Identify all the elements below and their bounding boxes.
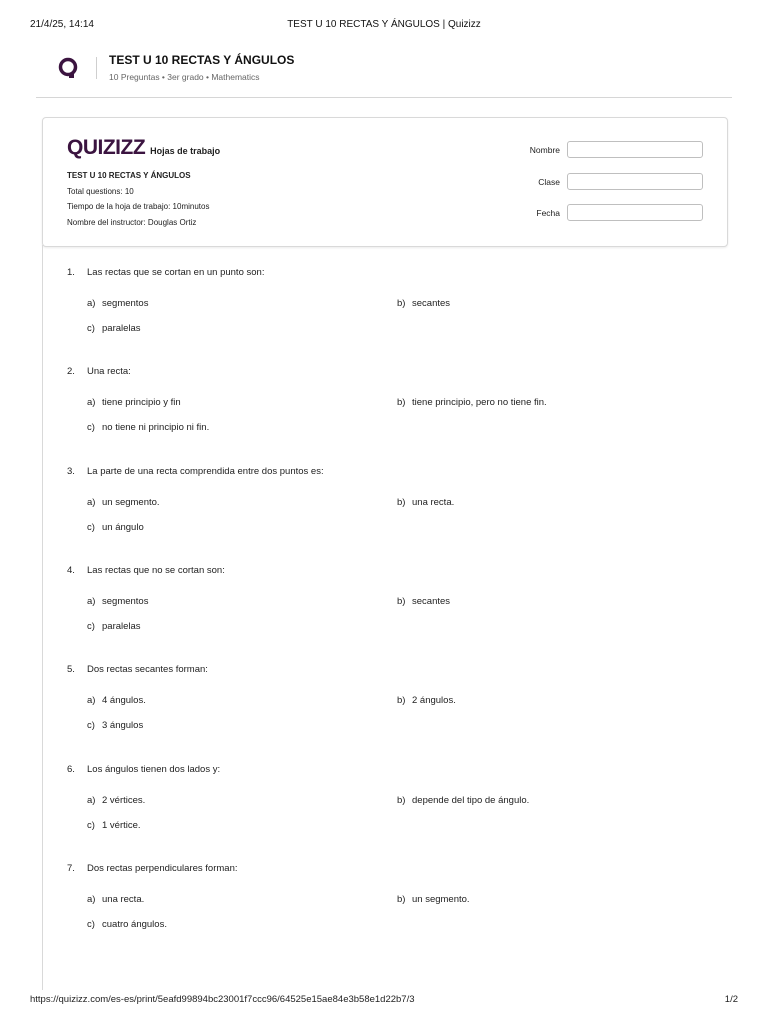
print-date: 21/4/25, 14:14 xyxy=(30,19,94,30)
option-letter: b) xyxy=(397,795,406,806)
print-title: TEST U 10 RECTAS Y ÁNGULOS | Quizizz xyxy=(287,19,481,30)
option-b xyxy=(397,397,547,408)
question-number: 1. xyxy=(67,267,75,278)
option-text: secantes xyxy=(412,596,451,607)
worksheet-meta xyxy=(67,168,209,230)
option-letter: c) xyxy=(87,720,95,731)
option-letter: b) xyxy=(397,894,406,905)
question-text: Una recta: xyxy=(87,366,131,377)
option-letter: c) xyxy=(87,422,95,433)
page-subtitle: 10 Preguntas • 3er grado • Mathematics xyxy=(109,72,260,82)
question-1 xyxy=(67,267,264,278)
option-letter: c) xyxy=(87,621,95,632)
option-text: tiene principio, pero no tiene fin. xyxy=(412,397,547,408)
option-c xyxy=(87,422,209,433)
option-letter: a) xyxy=(87,298,96,309)
option-c xyxy=(87,522,144,533)
option-letter: c) xyxy=(87,919,95,930)
option-text: segmentos xyxy=(102,596,149,607)
class-label: Clase xyxy=(538,176,560,187)
header-divider xyxy=(96,57,97,79)
name-input[interactable] xyxy=(567,141,703,158)
option-text: secantes xyxy=(412,298,451,309)
option-text: paralelas xyxy=(102,621,141,632)
option-text: tiene principio y fin xyxy=(102,397,181,408)
worksheet-info-card xyxy=(42,117,728,247)
question-7 xyxy=(67,863,238,874)
option-text: depende del tipo de ángulo. xyxy=(412,795,530,806)
option-text: una recta. xyxy=(102,894,145,905)
question-6 xyxy=(67,764,220,775)
brand xyxy=(67,136,220,160)
question-4 xyxy=(67,565,225,576)
question-3 xyxy=(67,466,324,477)
option-b xyxy=(397,596,450,607)
question-2 xyxy=(67,366,131,377)
question-text: Dos rectas perpendiculares forman: xyxy=(87,863,238,874)
option-a xyxy=(87,397,181,408)
date-field xyxy=(536,204,703,221)
option-letter: c) xyxy=(87,522,95,533)
option-text: un segmento. xyxy=(412,894,470,905)
option-letter: c) xyxy=(87,323,95,334)
footer-url: https://quizizz.com/es-es/print/5eafd99894bc23001f7ccc96/64525e15ae84e3b58e1d22b7/3 xyxy=(30,994,415,1005)
page-title: TEST U 10 RECTAS Y ÁNGULOS xyxy=(109,53,295,67)
option-letter: b) xyxy=(397,397,406,408)
option-letter: c) xyxy=(87,820,95,831)
option-b xyxy=(397,894,470,905)
option-text: 1 vértice. xyxy=(102,820,141,831)
option-letter: a) xyxy=(87,695,96,706)
option-text: un ángulo xyxy=(102,522,144,533)
quizizz-wordmark: QUIZIZZ xyxy=(67,136,146,159)
question-text: Las rectas que se cortan en un punto son: xyxy=(87,267,265,278)
option-letter: b) xyxy=(397,695,406,706)
doc-header xyxy=(58,52,294,82)
total-questions: Total questions: 10 xyxy=(67,186,134,196)
option-text: 2 ángulos. xyxy=(412,695,456,706)
option-text: cuatro ángulos. xyxy=(102,919,167,930)
question-number: 7. xyxy=(67,863,75,874)
content-left-border xyxy=(42,245,43,990)
option-a xyxy=(87,695,146,706)
option-letter: b) xyxy=(397,596,406,607)
option-a xyxy=(87,795,145,806)
quizizz-logo-icon xyxy=(58,56,78,82)
option-letter: b) xyxy=(397,298,406,309)
option-letter: a) xyxy=(87,795,96,806)
date-label: Fecha xyxy=(536,207,560,218)
name-field xyxy=(530,141,703,158)
option-letter: a) xyxy=(87,894,96,905)
question-5 xyxy=(67,664,208,675)
option-b xyxy=(397,497,454,508)
option-c xyxy=(87,621,141,632)
option-a xyxy=(87,894,144,905)
option-text: 4 ángulos. xyxy=(102,695,146,706)
option-text: segmentos xyxy=(102,298,149,309)
worksheet-title: TEST U 10 RECTAS Y ÁNGULOS xyxy=(67,171,191,180)
option-b xyxy=(397,795,529,806)
name-label: Nombre xyxy=(529,144,560,155)
option-a xyxy=(87,497,160,508)
question-number: 6. xyxy=(67,764,75,775)
question-text: Las rectas que no se cortan son: xyxy=(87,565,225,576)
question-number: 3. xyxy=(67,466,75,477)
option-text: una recta. xyxy=(412,497,455,508)
option-letter: a) xyxy=(87,497,96,508)
instructor-name: Nombre del instructor: Douglas Ortiz xyxy=(67,217,197,227)
option-c xyxy=(87,323,141,334)
date-input[interactable] xyxy=(567,204,703,221)
option-b xyxy=(397,695,456,706)
question-number: 5. xyxy=(67,664,75,675)
option-letter: a) xyxy=(87,397,96,408)
header-divider-line xyxy=(36,97,732,98)
page-number: 1/2 xyxy=(724,994,738,1005)
option-letter: a) xyxy=(87,596,96,607)
question-text: Dos rectas secantes forman: xyxy=(87,664,208,675)
option-b xyxy=(397,298,450,309)
question-text: Los ángulos tienen dos lados y: xyxy=(87,764,221,775)
question-number: 4. xyxy=(67,565,75,576)
option-text: un segmento. xyxy=(102,497,160,508)
option-text: no tiene ni principio ni fin. xyxy=(102,422,210,433)
option-c xyxy=(87,720,143,731)
option-a xyxy=(87,596,148,607)
option-text: 2 vértices. xyxy=(102,795,146,806)
option-c xyxy=(87,820,141,831)
brand-tag: Hojas de trabajo xyxy=(150,146,221,156)
option-c xyxy=(87,919,167,930)
option-text: paralelas xyxy=(102,323,141,334)
worksheet-time: Tiempo de la hoja de trabajo: 10minutos xyxy=(67,202,210,211)
question-number: 2. xyxy=(67,366,75,377)
option-a xyxy=(87,298,148,309)
class-field xyxy=(538,173,703,190)
class-input[interactable] xyxy=(567,173,703,190)
question-text: La parte de una recta comprendida entre dos puntos es: xyxy=(87,466,324,477)
option-text: 3 ángulos xyxy=(102,720,144,731)
option-letter: b) xyxy=(397,497,406,508)
